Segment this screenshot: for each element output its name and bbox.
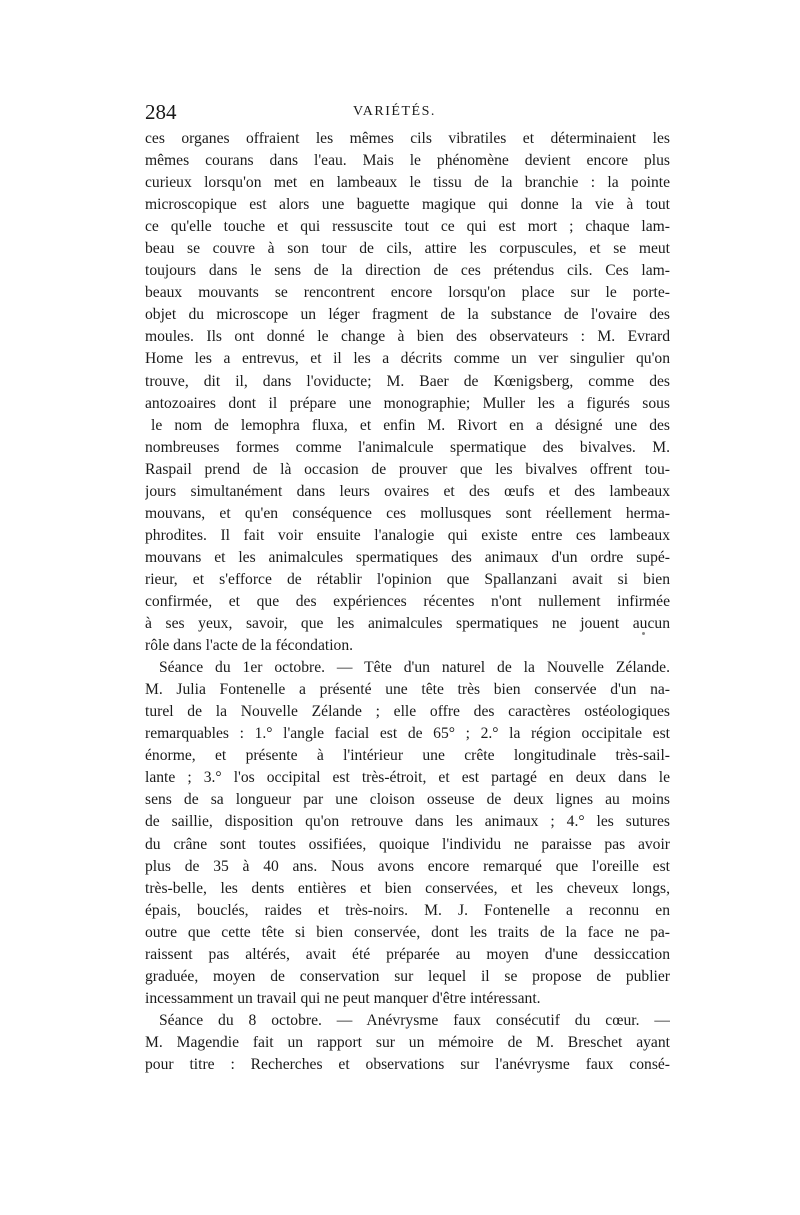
text-line: plus de 35 à 40 ans. Nous avons encore remarqué que l'oreille est [145, 857, 670, 875]
text-line: remarquables : 1.° l'angle facial est de 65° ; 2.° la région occipitale est [145, 725, 670, 743]
ink-speck [642, 632, 645, 635]
section-heading: Séance du 1er octobre. — Tête d'un naturel de la Nouvelle Zélande. [159, 659, 670, 677]
text-line: nombreuses formes comme l'animalcule spermatique des bivalves. M. [145, 438, 670, 456]
text-line: beaux mouvants se rencontrent encore lorsqu'on place sur le porte- [145, 284, 670, 302]
text-line: de saillie, disposition qu'on retrouve dans les animaux ; 4.° les sutures [145, 813, 670, 831]
text-line: très-belle, les dents entières et bien conservées, et les cheveux longs, [145, 879, 670, 897]
text-line: pour titre : Recherches et observations sur l'anévrysme faux consé- [145, 1055, 670, 1073]
text-line: jours simultanément dans leurs ovaires et des œufs et des lambeaux [145, 482, 670, 500]
text-line: du crâne sont toutes ossifiées, quoique l'individu ne paraisse pas avoir [145, 835, 670, 853]
text-line: mouvans, et qu'en conséquence ces mollusques sont réellement herma- [145, 504, 670, 522]
text-line: M. Julia Fontenelle a présenté une tête très bien conservée d'un na- [145, 681, 670, 699]
section-heading: Séance du 8 octobre. — Anévrysme faux consécutif du cœur. — [159, 1011, 670, 1029]
page-number: 284 [145, 100, 177, 124]
text-line: ce qu'elle touche et qui ressuscite tout ce qui est mort ; chaque lam- [145, 218, 670, 236]
text-line: objet du microscope un léger fragment de la substance de l'ovaire des [145, 306, 670, 324]
text-line: curieux lorsqu'on met en lambeaux le tissu de la branchie : la pointe [145, 174, 670, 192]
text-line: Raspail prend de là occasion de prouver que les bivalves offrent tou- [145, 460, 670, 478]
text-line: rôle dans l'acte de la fécondation. [145, 637, 354, 655]
text-line: épais, bouclés, raides et très-noirs. M. J. Fontenelle a reconnu en [145, 901, 670, 919]
text-line: antozoaires dont il prépare une monographie; Muller les a figurés sous [145, 394, 670, 412]
text-line: rieur, et s'efforce de rétablir l'opinion que Spallanzani avait si bien [145, 570, 670, 588]
text-line: outre que cette tête si bien conservée, dont les traits de la face ne pa- [145, 923, 670, 941]
text-line: Home les a entrevus, et il les a décrits comme un ver singulier qu'on [145, 350, 670, 368]
text-line: incessamment un travail qui ne peut manquer d'être intéressant. [145, 989, 541, 1007]
text-line: raissent pas altérés, avait été préparée au moyen d'une dessiccation [145, 945, 670, 963]
text-line: confirmée, et que des expériences récentes n'ont nullement infirmée [145, 592, 670, 610]
text-line: moules. Ils ont donné le change à bien des observateurs : M. Evrard [145, 328, 670, 346]
text-line: mouvans et les animalcules spermatiques des animaux d'un ordre supé- [145, 548, 670, 566]
text-line: à ses yeux, savoir, que les animalcules spermatiques ne jouent aucun [145, 615, 670, 633]
text-line: énorme, et présente à l'intérieur une crête longitudinale très-sail- [145, 747, 670, 765]
text-line: graduée, moyen de conservation sur lequel il se propose de publier [145, 967, 670, 985]
text-line: M. Magendie fait un rapport sur un mémoire de M. Breschet ayant [145, 1033, 670, 1051]
text-line: phrodites. Il fait voir ensuite l'analogie qui existe entre ces lambeaux [145, 526, 670, 544]
text-line: le nom de lemophra fluxa, et enfin M. Rivort en a désigné une des [151, 416, 670, 434]
text-line: turel de la Nouvelle Zélande ; elle offre des caractères ostéologiques [145, 703, 670, 721]
text-line: toujours dans le sens de la direction de ces prétendus cils. Ces lam- [145, 262, 670, 280]
text-line: trouve, dit il, dans l'oviducte; M. Baer de Kœnigsberg, comme des [145, 372, 670, 390]
running-title: VARIÉTÉS. [353, 104, 436, 119]
text-line: beau se couvre à son tour de cils, attire les corpuscules, et se meut [145, 240, 670, 258]
text-line: sens de sa longueur par une cloison osseuse de deux lignes au moins [145, 791, 670, 809]
text-line: mêmes courans dans l'eau. Mais le phénomène devient encore plus [145, 152, 670, 170]
text-line: microscopique est alors une baguette magique qui donne la vie à tout [145, 196, 670, 214]
text-line: ces organes offraient les mêmes cils vibratiles et déterminaient les [145, 130, 670, 147]
text-line: lante ; 3.° l'os occipital est très-étroit, et est partagé en deux dans le [145, 769, 670, 787]
body-text [145, 128, 670, 1076]
page-header [145, 100, 670, 124]
